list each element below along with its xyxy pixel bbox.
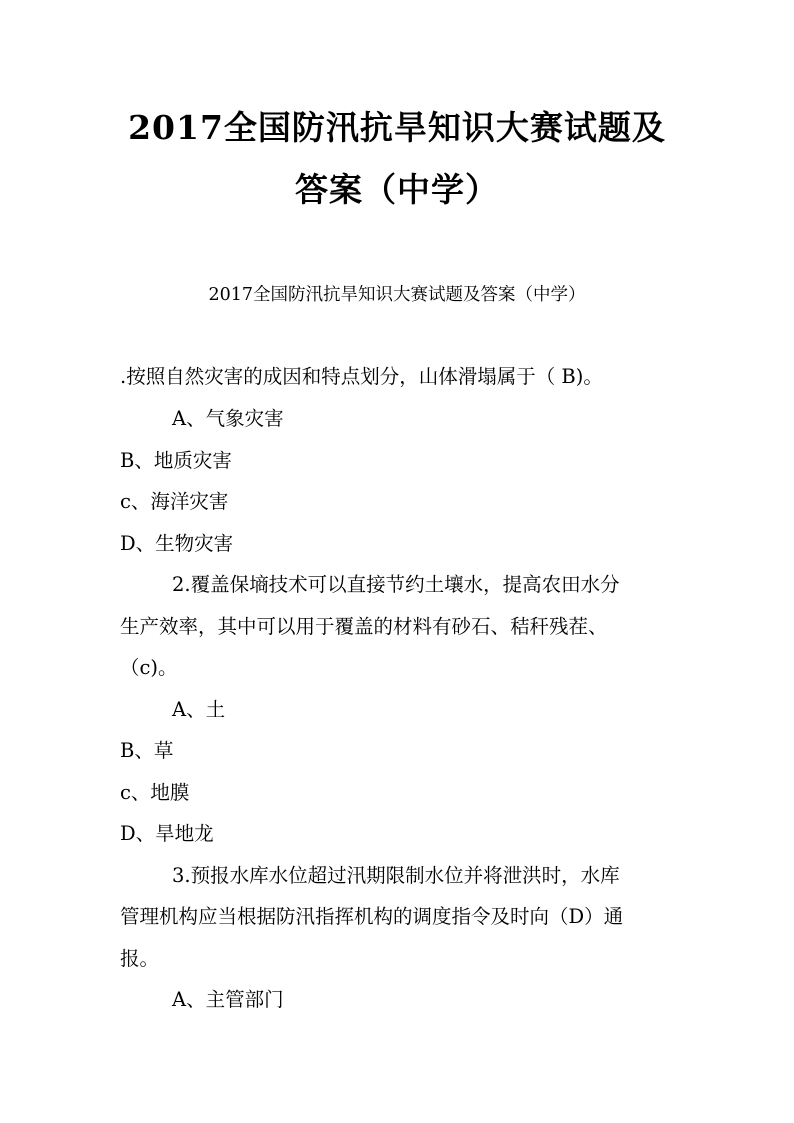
question-2-option-b: B、草 xyxy=(120,739,174,762)
question-1-option-d: D、生物灾害 xyxy=(120,532,234,555)
question-2-option-d: D、旱地龙 xyxy=(120,822,214,845)
question-2-option-c: c、地膜 xyxy=(120,781,190,804)
question-1-option-a: A、气象灾害 xyxy=(172,407,284,430)
question-1-option-c: c、海洋灾害 xyxy=(120,490,229,513)
document-subtitle: 2017全国防汛抗旱知识大赛试题及答案（中学） xyxy=(208,285,586,305)
question-1-text: .按照自然灾害的成因和特点划分，山体滑塌属于（ B)。 xyxy=(120,365,603,388)
question-2-text-line-2: 生产效率，其中可以用于覆盖的材料有砂石、秸秆残茬、 xyxy=(120,615,608,638)
question-3-text-line-1: 3.预报水库水位超过汛期限制水位并将泄洪时，水库 xyxy=(172,864,620,887)
question-1-option-b: B、地质灾害 xyxy=(120,449,232,472)
question-3-text-line-3: 报。 xyxy=(120,947,160,970)
document-title-line-1: 2017全国防汛抗旱知识大赛试题及 xyxy=(128,108,666,147)
question-3-option-a: A、主管部门 xyxy=(172,988,284,1011)
question-2-text-line-3: （c)。 xyxy=(120,656,178,679)
question-2-text-line-1: 2.覆盖保墒技术可以直接节约土壤水，提高农田水分 xyxy=(172,573,620,596)
document-title-line-2: 答案（中学） xyxy=(295,170,499,209)
question-3-text-line-2: 管理机构应当根据防汛指挥机构的调度指令及时向（D）通 xyxy=(120,905,624,928)
question-2-option-a: A、土 xyxy=(172,698,226,721)
